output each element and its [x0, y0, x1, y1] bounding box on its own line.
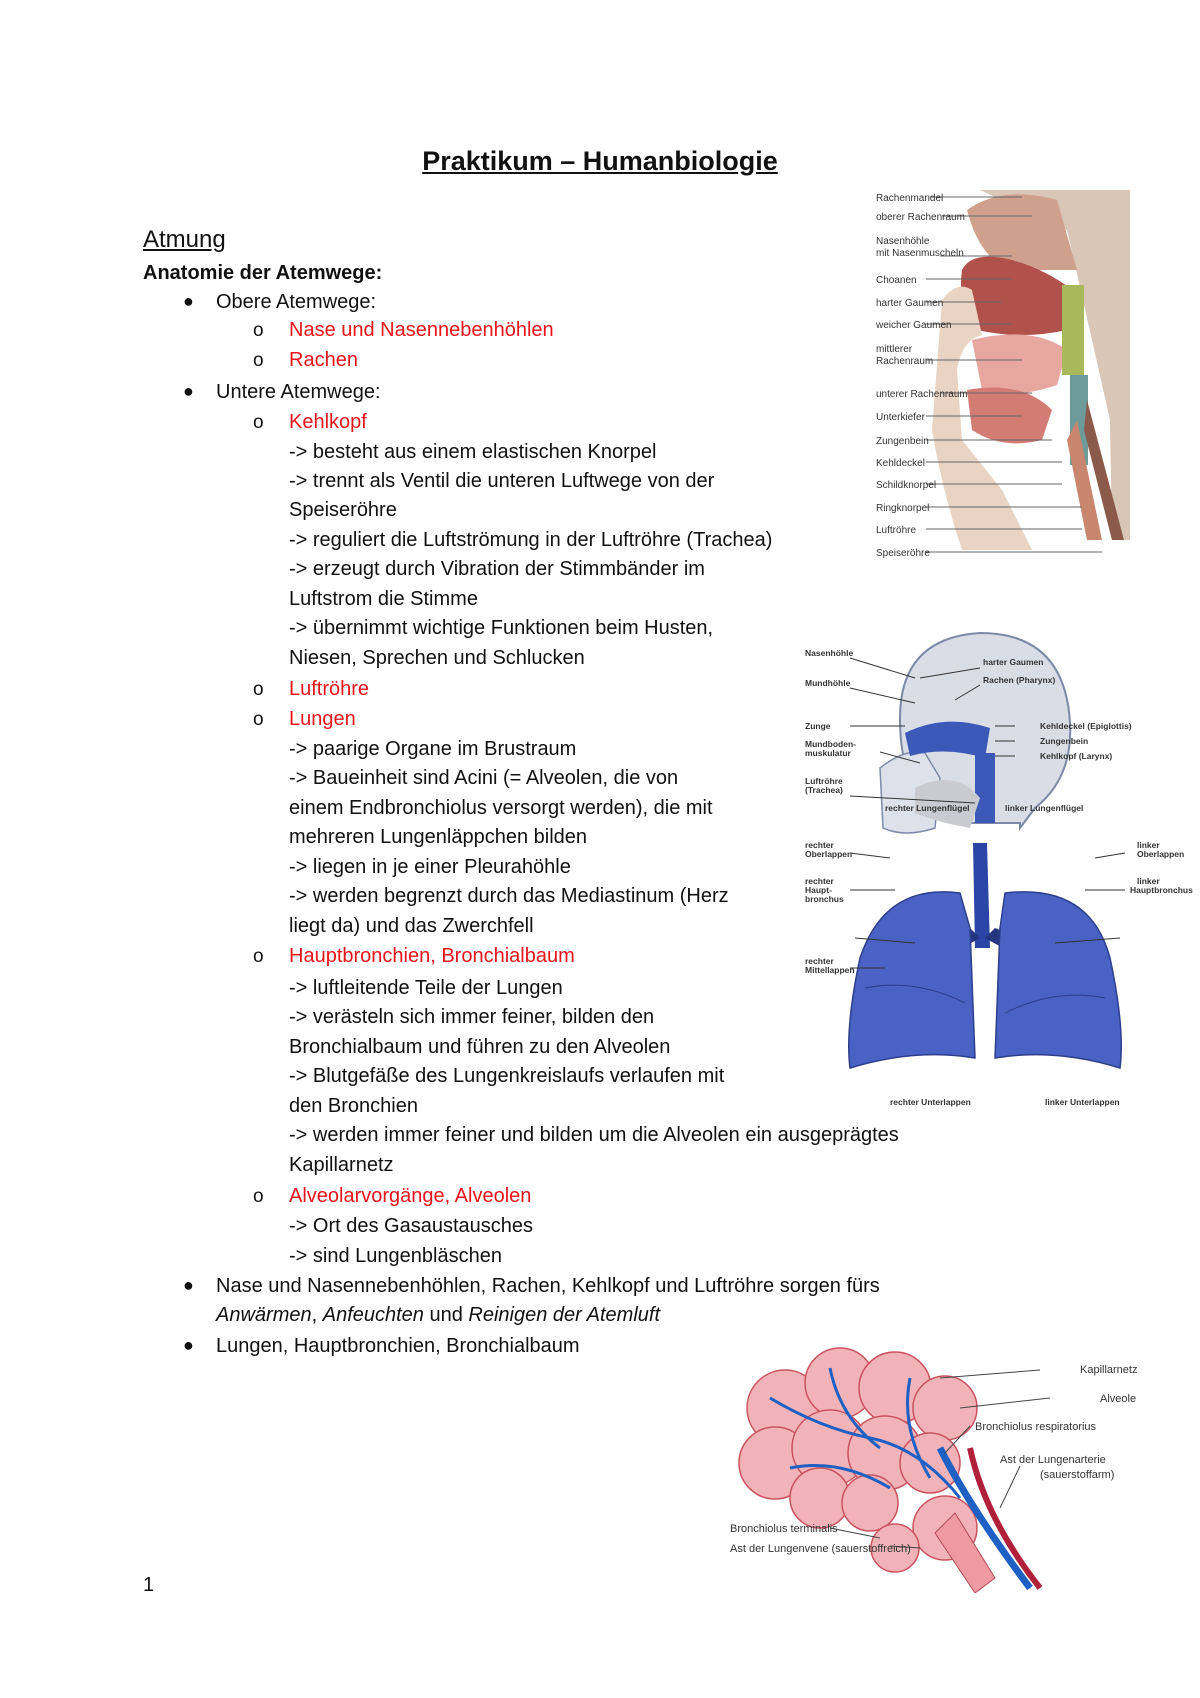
circle-bullet-icon: o — [253, 1186, 264, 1207]
fig1-label: harter Gaumen — [876, 298, 944, 309]
fig1-label: mit Nasenmuscheln — [876, 248, 964, 259]
fig2-label: linker — [1137, 876, 1160, 886]
circle-bullet-icon: o — [253, 709, 264, 730]
lungen-title: Lungen — [289, 708, 356, 730]
summary-moist: Anfeuchten — [322, 1304, 424, 1326]
kehlkopf-line: -> erzeugt durch Vibration der Stimmbänder im — [289, 558, 705, 580]
kehlkopf-line: Speiseröhre — [289, 499, 397, 521]
circle-bullet-icon: o — [253, 350, 264, 371]
fig2-label: bronchus — [805, 894, 844, 904]
fig3-label: Kapillarnetz — [1080, 1364, 1138, 1376]
summary-line-2: Lungen, Hauptbronchien, Bronchialbaum — [216, 1335, 580, 1357]
summary-line-1b — [216, 1303, 660, 1327]
page-number: 1 — [143, 1574, 155, 1596]
circle-bullet-icon: o — [253, 412, 264, 433]
bronchien-line: Kapillarnetz — [289, 1154, 394, 1176]
fig1-label: Unterkiefer — [876, 412, 925, 423]
lungen-line: einem Endbronchiolus versorgt werden), die mit — [289, 797, 713, 819]
summary-line-1: Nase und Nasennebenhöhlen, Rachen, Kehlkopf und Luftröhre sorgen fürs — [216, 1275, 880, 1297]
circle-bullet-icon: o — [253, 679, 264, 700]
upper-label: Obere Atemwege: — [216, 291, 377, 313]
bullet-icon: ● — [183, 1335, 194, 1355]
fig1-label: oberer Rachenraum — [876, 212, 965, 223]
fig2-label: Oberlappen — [1137, 849, 1185, 859]
bronchien-line: -> werden immer feiner und bilden um die Alveolen ein ausgeprägtes — [289, 1124, 899, 1146]
fig1-label: Nasenhöhle — [876, 236, 930, 247]
luftroehre-title: Luftröhre — [289, 678, 370, 700]
fig1-label: unterer Rachenraum — [876, 389, 968, 400]
fig2-label: Zunge — [805, 721, 831, 731]
fig2-label: Mittellappen — [805, 965, 855, 975]
upper-item-rachen: Rachen — [289, 349, 358, 371]
fig2-label: Rachen (Pharynx) — [983, 675, 1056, 685]
bronchien-line: -> verästeln sich immer feiner, bilden den — [289, 1006, 655, 1028]
fig3-label: Bronchiolus terminalis — [730, 1523, 838, 1535]
section-heading: Atmung — [143, 226, 226, 253]
kehlkopf-line: Luftstrom die Stimme — [289, 588, 478, 610]
fig1-label: Zungenbein — [876, 436, 929, 447]
fig2-label: Kehlkopf (Larynx) — [1040, 751, 1113, 761]
fig2-label: rechter — [805, 840, 834, 850]
alveolen-line: -> Ort des Gasaustausches — [289, 1215, 534, 1237]
fig2-label: Haupt- — [805, 885, 832, 895]
fig2-label: Zungenbein — [1040, 736, 1089, 746]
summary-warm: Anwärmen — [216, 1304, 312, 1326]
lungen-line: -> Baueinheit sind Acini (= Alveolen, die von — [289, 767, 679, 789]
fig3-label: Ast der Lungenarterie — [1000, 1454, 1106, 1466]
bronchien-line: Bronchialbaum und führen zu den Alveolen — [289, 1036, 671, 1058]
fig1-label: weicher Gaumen — [876, 320, 952, 331]
page-title: Praktikum – Humanbiologie — [422, 146, 778, 176]
summary-clean: Reinigen der Atemluft — [468, 1304, 661, 1326]
fig2-label: rechter Lungenflügel — [885, 803, 970, 813]
fig2-label: linker Unterlappen — [1045, 1097, 1120, 1107]
bullet-icon: ● — [183, 1275, 194, 1295]
fig3-label: Ast der Lungenvene (sauerstoffreich) — [730, 1543, 911, 1555]
fig2-label: rechter — [805, 956, 834, 966]
alveoli-figure — [730, 1338, 1150, 1593]
circle-bullet-icon: o — [253, 946, 264, 967]
fig1-label: Rachenmandel — [876, 193, 944, 204]
kehlkopf-line: -> übernimmt wichtige Funktionen beim Husten, — [289, 617, 714, 639]
lungs-figure — [805, 628, 1195, 1115]
fig1-label: Kehldeckel — [876, 458, 925, 469]
summary-sep: , — [311, 1304, 323, 1326]
kehlkopf-title: Kehlkopf — [289, 411, 367, 433]
bronchien-line: den Bronchien — [289, 1095, 418, 1117]
fig1-label: Schildknorpel — [876, 480, 937, 491]
kehlkopf-line: -> trennt als Ventil die unteren Luftwege von der — [289, 470, 715, 492]
alveolen-title: Alveolarvorgänge, Alveolen — [289, 1185, 532, 1207]
sub-heading: Anatomie der Atemwege: — [143, 262, 383, 284]
fig2-label: Kehldeckel (Epiglottis) — [1040, 721, 1132, 731]
fig1-label: Rachenraum — [876, 356, 934, 367]
lungen-line: liegt da) und das Zwerchfell — [289, 915, 534, 937]
fig2-label: Mundhöhle — [805, 678, 851, 688]
bronchien-line: -> luftleitende Teile der Lungen — [289, 977, 563, 999]
fig2-label: harter Gaumen — [983, 657, 1044, 667]
fig2-label: Oberlappen — [805, 849, 853, 859]
fig1-label: Choanen — [876, 275, 917, 286]
lower-label: Untere Atemwege: — [216, 381, 381, 403]
fig3-label: (sauerstoffarm) — [1040, 1469, 1115, 1481]
head-section-figure — [862, 190, 1130, 575]
fig2-label: Nasenhöhle — [805, 648, 854, 658]
alveolen-line: -> sind Lungenbläschen — [289, 1245, 502, 1267]
summary-and: und — [423, 1304, 469, 1326]
fig2-label: linker — [1137, 840, 1160, 850]
lungen-line: -> werden begrenzt durch das Mediastinum (Herz — [289, 885, 729, 907]
fig2-label: Mundboden- — [805, 739, 856, 749]
fig2-label: muskulatur — [805, 748, 851, 758]
fig1-label: Luftröhre — [876, 525, 917, 536]
bullet-icon: ● — [183, 381, 194, 401]
fig3-label: Alveole — [1100, 1393, 1137, 1405]
fig2-label: linker Lungenflügel — [1005, 803, 1084, 813]
lungen-line: -> paarige Organe im Brustraum — [289, 738, 577, 760]
fig2-label: Hauptbronchus — [1130, 885, 1193, 895]
fig3-label: Bronchiolus respiratorius — [975, 1421, 1097, 1433]
fig2-label: (Trachea) — [805, 785, 843, 795]
fig1-label: Speiseröhre — [876, 548, 930, 559]
kehlkopf-line: Niesen, Sprechen und Schlucken — [289, 647, 585, 669]
kehlkopf-line: -> besteht aus einem elastischen Knorpel — [289, 441, 657, 463]
fig2-label: Luftröhre — [805, 776, 843, 786]
upper-item-nase: Nase und Nasennebenhöhlen — [289, 319, 554, 341]
fig1-label: Ringknorpel — [876, 503, 930, 514]
lungen-line: -> liegen in je einer Pleurahöhle — [289, 856, 571, 878]
fig2-label: rechter Unterlappen — [890, 1097, 971, 1107]
circle-bullet-icon: o — [253, 320, 264, 341]
fig2-label: rechter — [805, 876, 834, 886]
bullet-icon: ● — [183, 291, 194, 311]
fig1-label: mittlerer — [876, 344, 913, 355]
lungen-line: mehreren Lungenläppchen bilden — [289, 826, 588, 848]
bronchien-line: -> Blutgefäße des Lungenkreislaufs verlaufen mit — [289, 1065, 725, 1087]
kehlkopf-line: -> reguliert die Luftströmung in der Luftröhre (Trachea) — [289, 529, 773, 551]
bronchien-title: Hauptbronchien, Bronchialbaum — [289, 945, 575, 967]
